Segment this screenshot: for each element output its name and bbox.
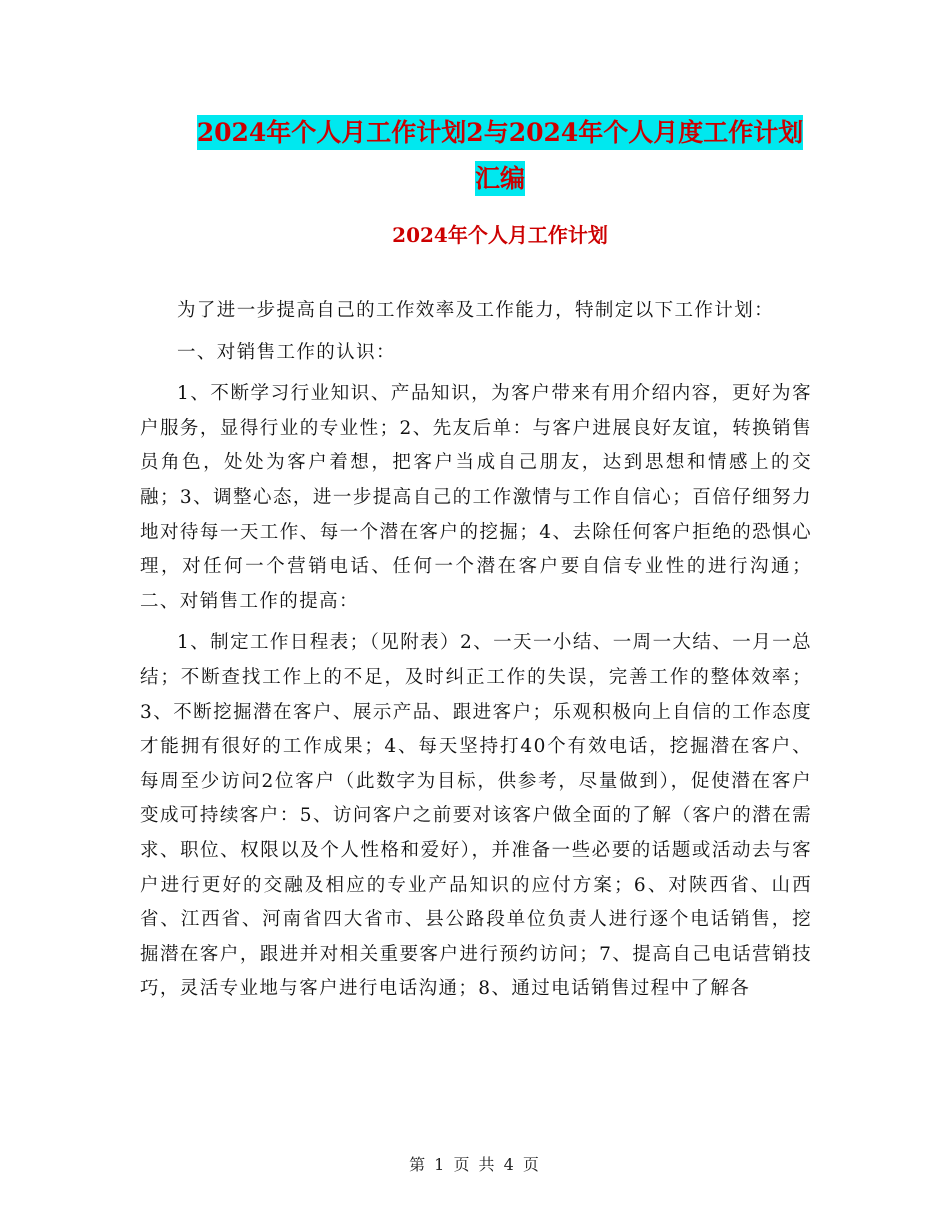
document-body bbox=[140, 294, 812, 1014]
document-title-line-1: 2024年个人月工作计划2与2024年个人月度工作计划 bbox=[197, 115, 804, 150]
page-number-footer: 第 1 页 共 4 页 bbox=[409, 1155, 541, 1174]
document-title-line-2: 汇编 bbox=[475, 161, 525, 196]
paragraph-heading-1: 一、对销售工作的认识： bbox=[177, 341, 396, 363]
section-title: 2024年个人月工作计划 bbox=[392, 223, 608, 247]
paragraph-intro: 为了进一步提高自己的工作效率及工作能力，特制定以下工作计划： bbox=[177, 300, 775, 321]
paragraph-sales-understanding: 1、不断学习行业知识、产品知识，为客户带来有用介绍内容，更好为客户服务，显得行业的专业性；2、先友后单：与客户进展良好友谊，转换销售员角色，处处为客户着想，把客户当成自己朋友，达到思想和情感上的交融；3、调整心态，进一步提高自己的工作激情与工作自信心；百倍仔细努力地对待每一天工作、每一个潜在客户的挖掘；4、去除任何客户拒绝的恐惧心理，对任何一个营销电话、任何一个潜在客户要自信专业性的进行沟通；二、对销售工作的提高： bbox=[140, 383, 812, 612]
document-title bbox=[140, 110, 860, 202]
paragraph-sales-improvement: 1、制定工作日程表；（见附表）2、一天一小结、一周一大结、一月一总结；不断查找工作上的不足，及时纠正工作的失误，完善工作的整体效率；3、不断挖掘潜在客户、展示产品、跟进客户；乐观积极向上自信的工作态度才能拥有很好的工作成果；4、每天坚持打40个有效电话，挖掘潜在客户、每周至少访问2位客户（此数字为目标，供参考，尽量做到），促使潜在客户变成可持续客户：5、访问客户之前要对该客户做全面的了解（客户的潜在需求、职位、权限以及个人性格和爱好），并准备一些必要的话题或活动去与客户进行更好的交融及相应的专业产品知识的应付方案；6、对陕西省、山西省、江西省、河南省四大省市、县公路段单位负责人进行逐个电话销售，挖掘潜在客户，跟进并对相关重要客户进行预约访问；7、提高自己电话营销技巧，灵活专业地与客户进行电话沟通；8、通过电话销售过程中了解各 bbox=[140, 632, 812, 1000]
